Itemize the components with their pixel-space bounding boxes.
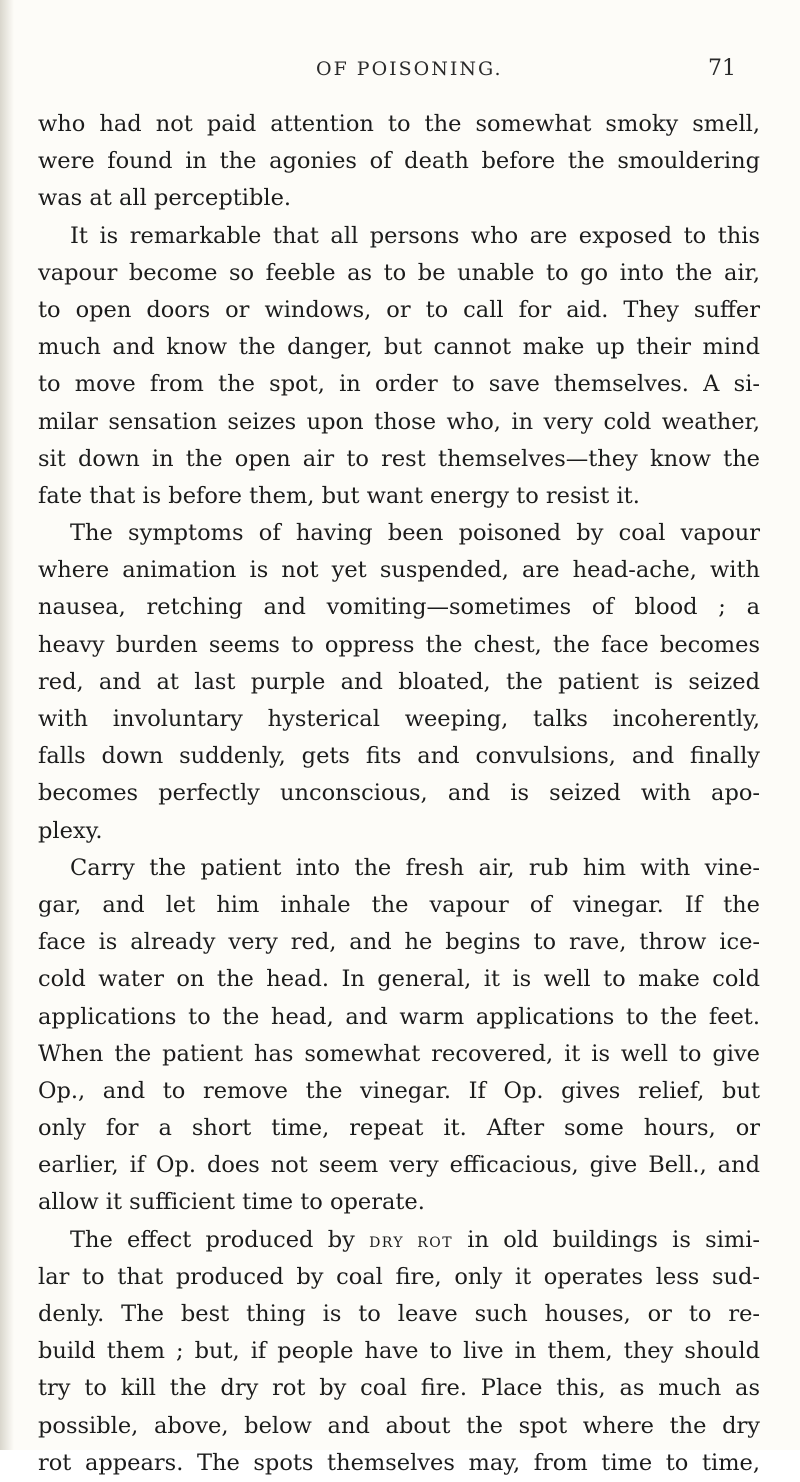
text-line: Op., and to remove the vinegar. If Op. gives relief, but (38, 1077, 760, 1104)
text-line: red, and at last purple and bloated, the patient is seized (38, 668, 760, 695)
text-line: nausea, retching and vomiting—sometimes of blood ; a (38, 594, 760, 621)
text-line: gar, and let him inhale the vapour of vinegar. If the (38, 891, 760, 918)
text-line: sit down in the open air to rest themselves—they know the (38, 445, 760, 472)
text-line: to open doors or windows, or to call for aid. They suffer (38, 296, 760, 323)
text-line: much and know the danger, but cannot make up their mind (38, 334, 760, 361)
binding-shadow (0, 0, 14, 1450)
body-text (38, 106, 760, 1482)
running-head: OF POISONING. (316, 58, 503, 80)
text-line: rot appears. The spots themselves may, from time to time, (38, 1449, 760, 1476)
text-line: milar sensation seizes upon those who, in very cold weather, (38, 408, 760, 435)
page-number: 71 (708, 56, 736, 81)
text-line: When the patient has somewhat recovered, it is well to give (38, 1040, 760, 1067)
text-line: earlier, if Op. does not seem very efficacious, give Bell., and (38, 1152, 760, 1179)
paragraph-start-line (38, 1222, 760, 1259)
text-line: was at all perceptible. (38, 185, 292, 212)
text-line: heavy burden seems to oppress the chest, the face becomes (38, 631, 760, 658)
text-line: denly. The best thing is to leave such houses, or to re- (38, 1301, 760, 1327)
text-line: try to kill the dry rot by coal fire. Place this, as much as (38, 1375, 760, 1402)
text-line: only for a short time, repeat it. After some hours, or (38, 1115, 760, 1142)
text-segment: The effect produced by (70, 1226, 355, 1253)
text-line: allow it sufficient time to operate. (38, 1189, 425, 1216)
text-line: vapour become so feeble as to be unable to go into the air, (38, 259, 760, 286)
text-line: lar to that produced by coal fire, only it operates less sud- (38, 1263, 760, 1290)
text-line: were found in the agonies of death before the smouldering (38, 148, 760, 175)
text-line: plexy. (38, 817, 103, 844)
text-line: face is already very red, and he begins to rave, throw ice- (38, 929, 760, 956)
text-line: applications to the head, and warm applications to the feet. (38, 1003, 760, 1030)
paragraph-start-line: Carry the patient into the fresh air, rub him with vine- (70, 854, 760, 881)
text-line: cold water on the head. In general, it is well to make cold (38, 966, 760, 993)
small-caps-term: DRY ROT (369, 1234, 454, 1251)
text-line: fate that is before them, but want energy to resist it. (38, 482, 640, 509)
text-line: where animation is not yet suspended, are head-ache, with (38, 557, 760, 584)
text-line: with involuntary hysterical weeping, talks incoherently, (38, 706, 760, 732)
paragraph-start-line: The symptoms of having been poisoned by coal vapour (70, 520, 760, 547)
paragraph-start-line: It is remarkable that all persons who are exposed to this (70, 222, 760, 249)
text-line: who had not paid attention to the somewhat smoky smell, (38, 111, 760, 137)
text-line: becomes perfectly unconscious, and is seized with apo- (38, 780, 760, 807)
text-line: build them ; but, if people have to live in them, they should (38, 1338, 760, 1365)
text-segment: in old buildings is simi- (467, 1226, 761, 1253)
text-line: to move from the spot, in order to save themselves. A si- (38, 371, 760, 398)
text-line: possible, above, below and about the spot where the dry (38, 1412, 760, 1439)
text-line: falls down suddenly, gets fits and convulsions, and finally (38, 743, 760, 770)
